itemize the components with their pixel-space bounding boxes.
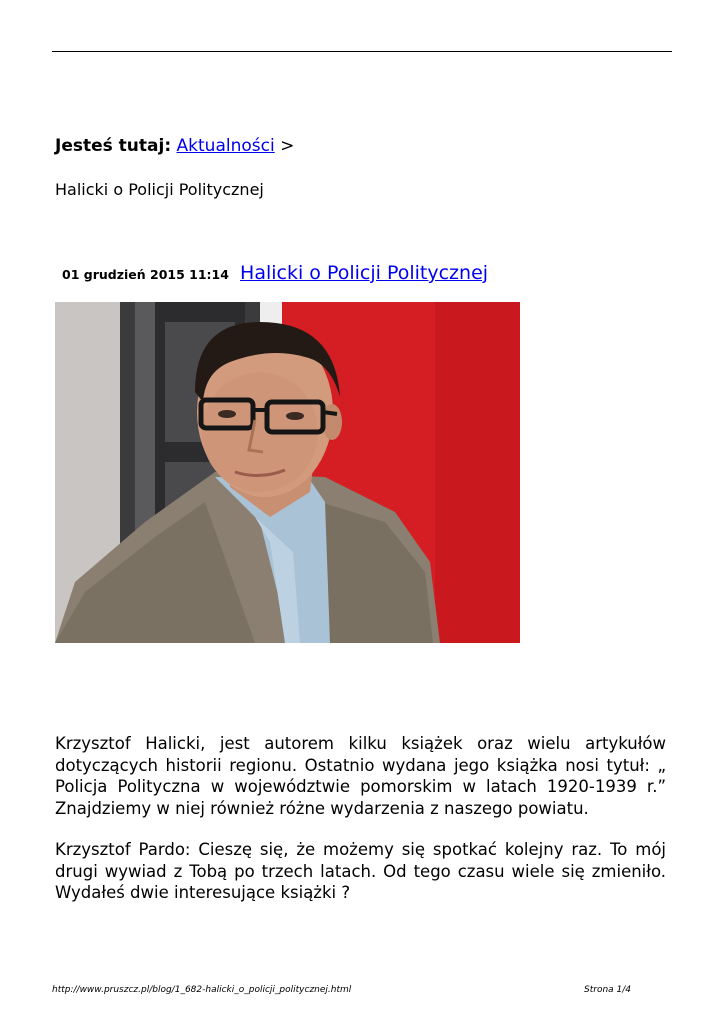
body-paragraph-1: Krzysztof Halicki, jest autorem kilku książek oraz wielu artykułów dotyczących historii regionu. Ostatnio wydana jego książka nosi tytuł: „ Policja Polityczna w województwie pomorskim w latach 1920-1939 r.” Znajdziemy w niej również różne wydarzenia z naszego powiatu. bbox=[55, 734, 666, 818]
breadcrumb-separator: > bbox=[280, 136, 295, 156]
article-date: 01 grudzień 2015 11:14 bbox=[62, 267, 229, 282]
body-paragraph-2: Krzysztof Pardo: Cieszę się, że możemy się spotkać kolejny raz. To mój drugi wywiad z Tobą po trzech latach. Od tego czasu wiele się zmieniło. Wydałeś dwie interesujące książki ? bbox=[55, 840, 666, 902]
article-photo bbox=[55, 302, 520, 643]
breadcrumb-link-aktualnosci[interactable]: Aktualności bbox=[176, 136, 275, 156]
breadcrumb bbox=[55, 135, 294, 157]
footer-page-number: Strona 1/4 bbox=[584, 985, 632, 995]
article-header bbox=[62, 262, 488, 284]
page-title: Halicki o Policji Politycznej bbox=[55, 180, 264, 199]
footer-url: http://www.pruszcz.pl/blog/1_682-halicki_o_policji_politycznej.html bbox=[52, 985, 352, 995]
breadcrumb-label: Jesteś tutaj: bbox=[55, 136, 172, 156]
top-divider bbox=[52, 51, 672, 52]
article-title-link[interactable]: Halicki o Policji Politycznej bbox=[240, 262, 489, 284]
